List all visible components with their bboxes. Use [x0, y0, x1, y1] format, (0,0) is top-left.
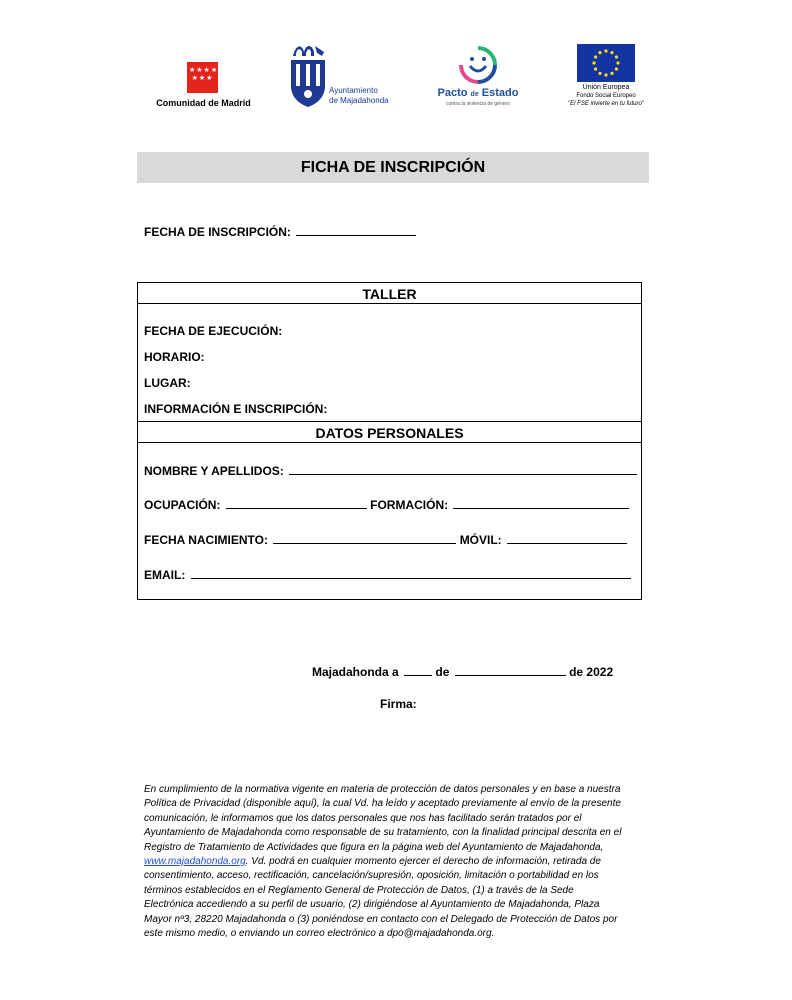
ayuntamiento-crest-icon	[290, 42, 326, 108]
ue-label-2: Fondo Social Europeo	[576, 93, 636, 99]
eu-flag-icon	[577, 44, 635, 82]
de-label-1: de	[435, 665, 450, 679]
nombre-label: NOMBRE Y APELLIDOS:	[144, 464, 284, 478]
ayto-label-2: de Majadahonda	[329, 96, 389, 105]
datos-divider	[138, 442, 641, 443]
fecha-ejecucion-label: FECHA DE EJECUCIÓN:	[144, 324, 283, 338]
union-europea-logo	[560, 44, 652, 112]
firma-label: Firma:	[380, 697, 417, 711]
date-place-row	[312, 664, 613, 679]
pacto-estado-logo	[436, 44, 520, 110]
legal-text-2: . Vd. podrá en cualquier momento ejercer el derecho de información, retirada de consentimiento, acceso, rectificación, cancelación/supresión, oposición, limitación o portabilidad en los términos establecidos en el Reglamento General de Protección de Datos, (1) a través de la Sede Electrónica accediendo a su perfil de usuario, (2) dirigiéndose al Ayuntamiento de Majadahonda, Plaza Mayor nº3, 28220 Majadahonda o (3) poniéndose en contacto con el Delegado de Protección de Datos por este mismo medio, o enviando un correo electrónico a dpo@majadahonda.org.	[144, 856, 618, 940]
ocupacion-row	[144, 497, 629, 512]
pacto-estado: Estado	[481, 87, 519, 99]
fecha-inscripcion-row	[144, 224, 416, 239]
taller-divider	[138, 303, 641, 304]
pacto-smile-icon	[455, 44, 501, 86]
ayuntamiento-logo	[290, 42, 400, 110]
email-label: EMAIL:	[144, 568, 186, 582]
legal-text-1: En cumplimiento de la normativa vigente en materia de protección de datos personales y en base a nuestra Política de Privacidad (disponible aquí), la cual Vd. ha leído y aceptado previamente al envío de la presente comunicación, le informamos que los datos personales que nos has facilitado serán tratados por el Ayuntamiento de Majadahonda como responsable de su tratamiento, con la finalidad principal descrita en el Registro de Tratamiento de Actividades que figura en la página web del Ayuntamiento de Majadahonda,	[144, 784, 622, 853]
formacion-label: FORMACIÓN:	[370, 498, 449, 512]
movil-label: MÓVIL:	[459, 533, 502, 547]
fecha-nacimiento-field[interactable]	[273, 532, 456, 544]
nacimiento-row	[144, 532, 627, 547]
ayto-label-1: Ayuntamiento	[329, 86, 378, 95]
email-field[interactable]	[191, 567, 631, 579]
madrid-flag-icon: ★★★★ ★★★	[187, 62, 218, 93]
day-field[interactable]	[404, 664, 432, 676]
ue-label-1: Unión Europea	[582, 84, 630, 91]
form-title: FICHA DE INSCRIPCIÓN	[300, 158, 486, 176]
email-row	[144, 567, 631, 582]
nombre-field[interactable]	[289, 463, 637, 475]
legal-notice	[144, 783, 624, 941]
place-label: Majadahonda a	[312, 665, 399, 679]
datos-heading: DATOS PERSONALES	[315, 425, 464, 441]
taller-heading: TALLER	[362, 286, 417, 302]
de-label-2: de 2022	[569, 665, 614, 679]
pacto-sublabel: contra la violencia de género	[446, 101, 510, 107]
pacto-label	[436, 87, 520, 99]
formacion-field[interactable]	[453, 497, 629, 509]
lugar-label: LUGAR:	[144, 376, 191, 390]
ue-label-3: "El FSE invierte en tu futuro"	[568, 101, 644, 107]
datos-top-divider	[138, 421, 641, 422]
pacto-word: Pacto	[437, 87, 468, 99]
horario-label: HORARIO:	[144, 350, 205, 364]
fecha-inscripcion-field[interactable]	[296, 224, 416, 236]
ocupacion-field[interactable]	[226, 497, 367, 509]
pacto-de: de	[470, 91, 479, 98]
form-title-bar	[137, 152, 649, 183]
nombre-row	[144, 463, 637, 478]
majadahonda-link[interactable]: www.majadahonda.org	[144, 856, 246, 868]
fecha-nacimiento-label: FECHA NACIMIENTO:	[144, 533, 268, 547]
informacion-label: INFORMACIÓN E INSCRIPCIÓN:	[144, 402, 328, 416]
month-field[interactable]	[455, 664, 566, 676]
comunidad-madrid-logo	[146, 62, 261, 112]
movil-field[interactable]	[507, 532, 627, 544]
madrid-label: Comunidad de Madrid	[156, 98, 251, 108]
form-box	[137, 282, 642, 600]
fecha-inscripcion-label: FECHA DE INSCRIPCIÓN:	[144, 225, 291, 239]
ocupacion-label: OCUPACIÓN:	[144, 498, 221, 512]
